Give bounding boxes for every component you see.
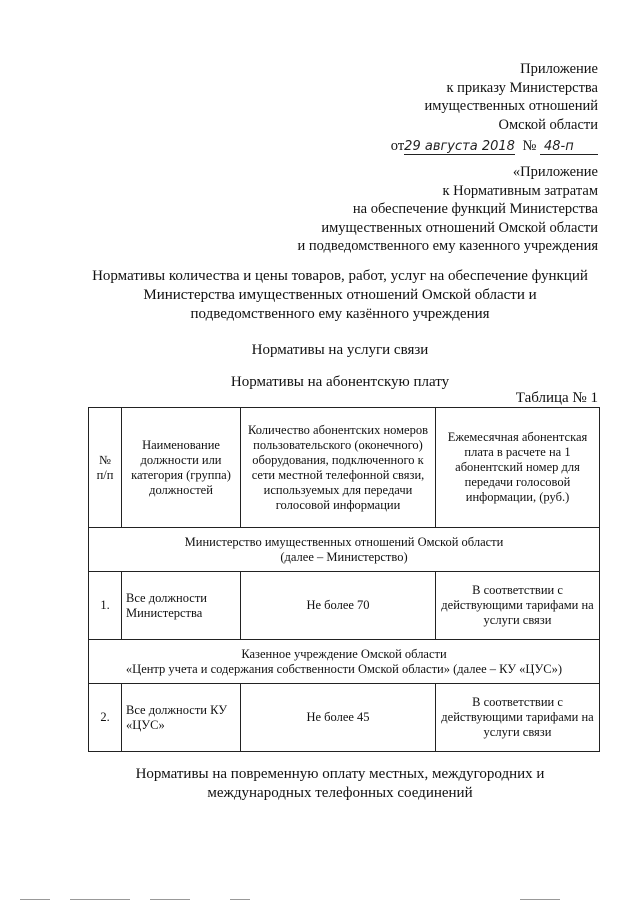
subsection-title-1: Нормативы на абонентскую плату <box>230 374 450 390</box>
subsection2-line2: международных телефонных соединений <box>207 785 473 801</box>
section-title: Нормативы на услуги связи <box>251 342 429 358</box>
from-label: от <box>390 138 405 154</box>
subsection-title-2 <box>60 765 620 803</box>
subsection2-line1: Нормативы на повременную оплату местных, междугородних и <box>135 766 545 782</box>
section1-line1: Министерство имущественных отношений Омской области <box>184 534 504 549</box>
order-date-line <box>391 137 598 156</box>
appendix1-line2: к приказу Министерства <box>446 79 598 96</box>
document-title <box>60 267 620 324</box>
row1-name: Все должности Министерства <box>122 572 241 640</box>
row2-num: 2. <box>89 684 122 752</box>
handwritten-number: 48-п <box>540 139 598 155</box>
header-qty: Количество абонентских номеров пользовательского (оконечного) оборудования, подключенного к сети местной телефонной связи, используемых для передачи голосовой информации <box>241 408 436 528</box>
table-section-row-1 <box>89 528 600 572</box>
section2-line2: «Центр учета и содержания собственности Омской области» (далее – КУ «ЦУС») <box>125 661 563 676</box>
appendix2-line4: имущественных отношений Омской области <box>321 219 598 236</box>
appendix2-line5: и подведомственного ему казенного учреждения <box>297 238 598 254</box>
row1-qty: Не более 70 <box>241 572 436 640</box>
section1-cell <box>89 528 600 572</box>
header-name: Наименование должности или категория (группа) должностей <box>122 408 241 528</box>
row2-qty: Не более 45 <box>241 684 436 752</box>
number-label: № <box>522 138 537 154</box>
row1-num: 1. <box>89 572 122 640</box>
table-label: Таблица № 1 <box>515 390 598 406</box>
header-num: № п/п <box>89 408 122 528</box>
appendix2-line1: «Приложение <box>512 164 598 180</box>
table-row <box>89 684 600 752</box>
doc-title-line3: подведомственного ему казённого учреждения <box>190 306 490 322</box>
table-row <box>89 572 600 640</box>
section2-cell <box>89 640 600 684</box>
table-header-row <box>89 408 600 528</box>
appendix2-line3: на обеспечение функций Министерства <box>352 201 598 217</box>
section2-line1: Казенное учреждение Омской области <box>241 646 447 661</box>
appendix-block-2 <box>298 163 598 256</box>
appendix-block-1 <box>391 60 598 156</box>
appendix2-line2: к Нормативным затратам <box>442 182 598 199</box>
header-fee: Ежемесячная абонентская плата в расчете на 1 абонентский номер для передачи голосовой информации, (руб.) <box>436 408 600 528</box>
subscription-fee-table <box>88 407 600 752</box>
appendix1-line1: Приложение <box>520 61 598 77</box>
section1-line2: (далее – Министерство) <box>280 549 408 564</box>
appendix1-line3: имущественных отношений <box>424 98 598 114</box>
doc-title-line1: Нормативы количества и цены товаров, работ, услуг на обеспечение функций <box>92 268 588 284</box>
row2-name: Все должности КУ «ЦУС» <box>122 684 241 752</box>
handwritten-date: 29 августа 2018 <box>404 139 515 154</box>
doc-title-line2: Министерства имущественных отношений Омской области и <box>143 287 537 303</box>
row1-fee: В соответствии с действующими тарифами на услуги связи <box>436 572 600 640</box>
appendix1-line4: Омской области <box>498 116 598 133</box>
scan-edge-marks <box>0 898 640 902</box>
row2-fee: В соответствии с действующими тарифами на услуги связи <box>436 684 600 752</box>
table-section-row-2 <box>89 640 600 684</box>
